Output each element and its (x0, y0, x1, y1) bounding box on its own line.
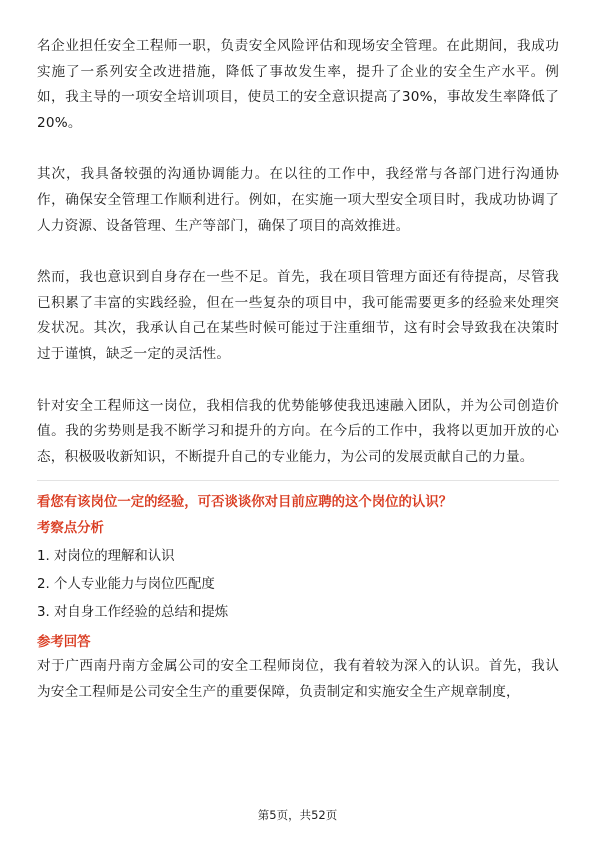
answer-title: 参考回答 (37, 635, 91, 651)
interview-question: 看您有该岗位一定的经验，可否谈谈你对目前应聘的这个岗位的认识？ (37, 495, 453, 511)
section-divider (37, 480, 559, 481)
page-number-footer: 第5页，共52页 (257, 808, 338, 822)
analysis-title: 考察点分析 (37, 521, 104, 537)
page-content (37, 34, 559, 706)
analysis-item: 3. 对自身工作经验的总结和提炼 (37, 605, 229, 621)
answer-text: 对于广西南丹南方金属公司的安全工程师岗位，我有着较为深入的认识。首先，我认为安全工程师是公司安全生产的重要保障，负责制定和实施安全生产规章制度， (37, 658, 559, 700)
paragraph-experience: 名企业担任安全工程师一职，负责安全风险评估和现场安全管理。在此期间，我成功实施了一系列安全改进措施，降低了事故发生率，提升了企业的安全生产水平。例如，我主导的一项安全培训项目，使员工的安全意识提高了30%，事故发生率降低了20%。 (37, 38, 559, 131)
analysis-item: 2. 个人专业能力与岗位匹配度 (37, 577, 215, 593)
paragraph-weakness: 然而，我也意识到自身存在一些不足。首先，我在项目管理方面还有待提高，尽管我已积累了丰富的实践经验，但在一些复杂的项目中，我可能需要更多的经验来处理突发状况。其次，我承认自己在某些时候可能过于注重细节，这有时会导致我在决策时过于谨慎，缺乏一定的灵活性。 (37, 269, 559, 362)
paragraph-communication: 其次，我具备较强的沟通协调能力。在以往的工作中，我经常与各部门进行沟通协作，确保安全管理工作顺利进行。例如，在实施一项大型安全项目时，我成功协调了人力资源、设备管理、生产等部门，确保了项目的高效推进。 (37, 166, 559, 234)
analysis-item: 1. 对岗位的理解和认识 (37, 549, 175, 565)
paragraph-summary: 针对安全工程师这一岗位，我相信我的优势能够使我迅速融入团队，并为公司创造价值。我的劣势则是我不断学习和提升的方向。在今后的工作中，我将以更加开放的心态，积极吸收新知识，不断提升自己的专业能力，为公司的发展贡献自己的力量。 (37, 397, 559, 465)
